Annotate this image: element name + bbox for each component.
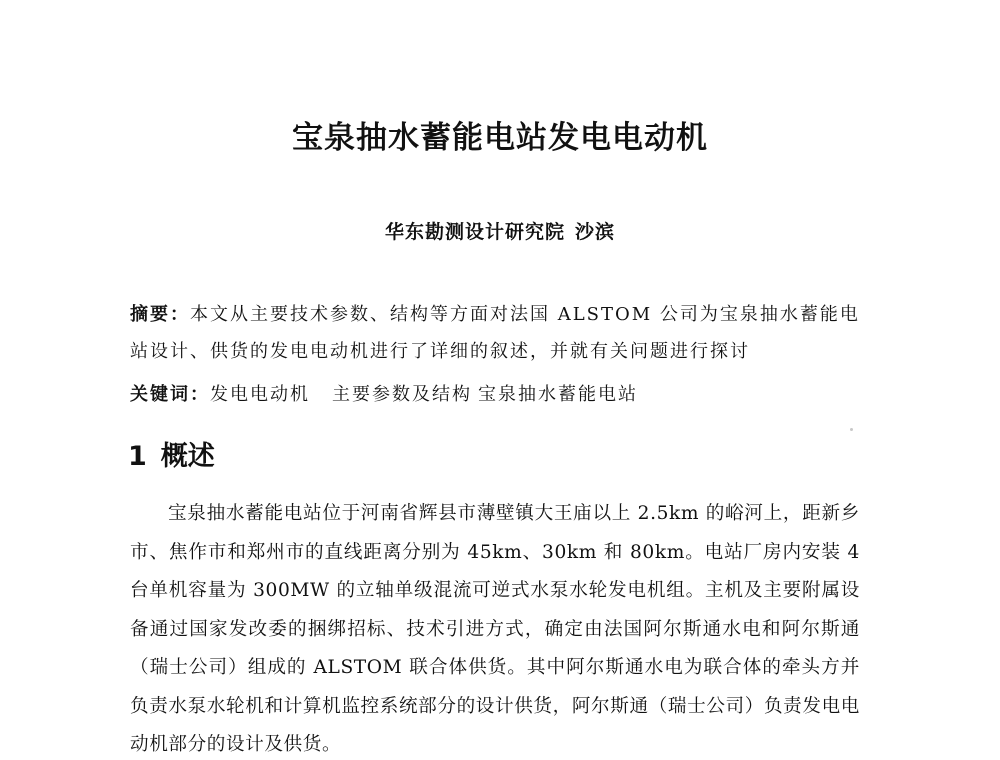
abstract xyxy=(130,296,870,370)
keyword-item: 发电电动机 xyxy=(210,384,310,405)
section-number: 1 xyxy=(128,441,147,472)
keyword-item: 宝泉抽水蓄能电站 xyxy=(478,384,638,405)
author-line xyxy=(0,217,1000,244)
author-affiliation: 华东勘测设计研究院 xyxy=(384,221,565,243)
section-heading xyxy=(128,434,215,473)
abstract-label: 摘要： xyxy=(130,304,190,325)
paragraph-text: 宝泉抽水蓄能电站位于河南省辉县市薄壁镇大王庙以上 2.5km 的峪河上，距新乡市、焦作市和郑州市的直线距离分别为 45km、30km 和 80km。电站厂房内安装 4 台单机容量为 300MW 的立轴单级混流可逆式水泵水轮发电机组。主机及主要附属设备通过国家发改委的捆绑招标、技术引进方式，确定由法国阿尔斯通水电和阿尔斯通（瑞士公司）组成的 ALSTOM 联合体供货。其中阿尔斯通水电为联合体的牵头方并负责水泵水轮机和计算机监控系统部分的设计供货，阿尔斯通（瑞士公司）负责发电电动机部分的设计及供货。 xyxy=(130,503,860,755)
abstract-text: 本文从主要技术参数、结构等方面对法国 ALSTOM 公司为宝泉抽水蓄能电站设计、供货的发电电动机进行了详细的叙述，并就有关问题进行探讨 xyxy=(130,304,860,362)
author-name: 沙滨 xyxy=(575,221,616,243)
paper-title: 宝泉抽水蓄能电站发电电动机 xyxy=(292,120,708,156)
body-paragraph xyxy=(130,495,860,760)
keywords xyxy=(130,380,644,406)
scan-speck xyxy=(850,428,853,431)
section-title: 概述 xyxy=(160,441,215,472)
keyword-item: 主要参数及结构 xyxy=(332,384,472,405)
keywords-label: 关键词： xyxy=(130,384,210,405)
